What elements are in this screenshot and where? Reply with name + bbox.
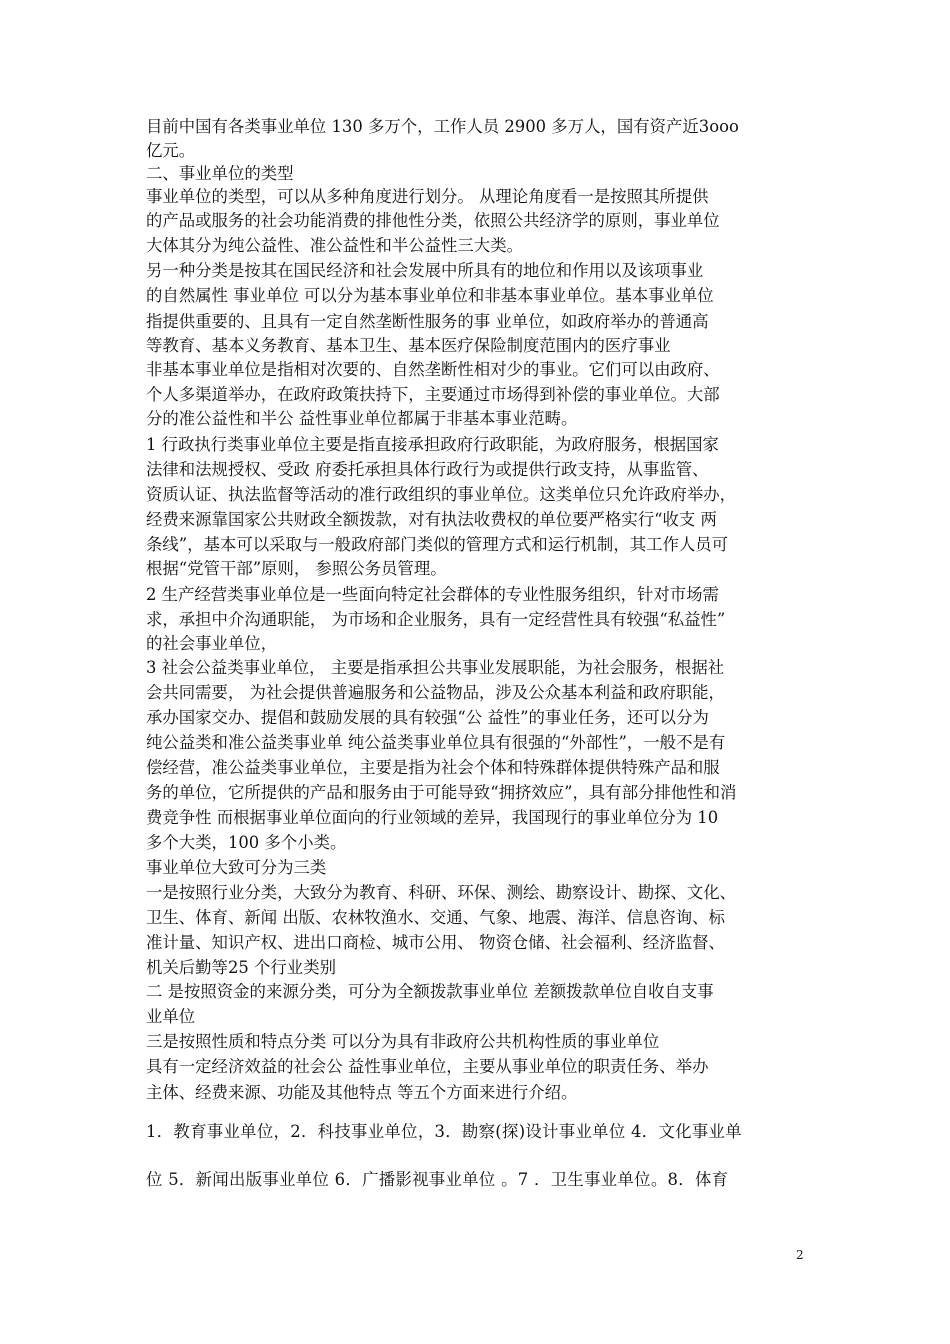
text-line: 根据“党管干部”原则， 参照公务员管理。 bbox=[146, 559, 447, 578]
text-line: 纯公益类和准公益类事业单 纯公益类事业单位具有很强的“外部性”，一般不是有 bbox=[146, 733, 726, 752]
text-line: 个人多渠道举办，在政府政策扶持下，主要通过市场得到补偿的事业单位。大部 bbox=[146, 385, 720, 404]
text-line: 三是按照性质和特点分类 可以分为具有非政府公共机构性质的事业单位 bbox=[146, 1032, 660, 1051]
text-line: 承办国家交办、提倡和鼓励发展的具有较强“公 益性”的事业任务，还可以分为 bbox=[146, 708, 709, 727]
text-line: 资质认证、执法监督等活动的准行政组织的事业单位。这类单位只允许政府举办， bbox=[146, 485, 737, 504]
text-line: 法律和法规授权、受政 府委托承担具体行政行为或提供行政支持，从事监管、 bbox=[146, 460, 709, 479]
text-line: 事业单位大致可分为三类 bbox=[146, 858, 327, 877]
text-line: 会共同需要， 为社会提供普遍服务和公益物品，涉及公众基本利益和政府职能， bbox=[146, 683, 725, 702]
text-line: 费竞争性 而根据事业单位面向的行业领域的差异，我国现行的事业单位分为 10 bbox=[146, 808, 719, 827]
text-line: 另一种分类是按其在国民经济和社会发展中所具有的地位和作用以及该项事业 bbox=[146, 261, 704, 280]
text-line: 3 社会公益类事业单位， 主要是指承担公共事业发展职能，为社会服务，根据社 bbox=[146, 658, 725, 677]
text-line: 准计量、知识产权、进出口商检、城市公用、 物资仓储、社会福利、经济监督、 bbox=[146, 933, 725, 952]
page-number: 2 bbox=[796, 1248, 804, 1262]
text-line: 1 行政执行类事业单位主要是指直接承担政府行政职能，为政府服务，根据国家 bbox=[146, 435, 719, 454]
text-line: 的自然属性 事业单位 可以分为基本事业单位和非基本事业单位。基本事业单位 bbox=[146, 286, 714, 305]
text-line: 偿经营，准公益类事业单位，主要是指为社会个体和特殊群体提供特殊产品和服 bbox=[146, 758, 720, 777]
text-line: 1．教育事业单位，2．科技事业单位，3．勘察(探)设计事业单位 4．文化事业单 bbox=[146, 1122, 742, 1141]
text-line: 求，承担中介沟通职能， 为市场和企业服务，具有一定经营性具有较强“私益性” bbox=[146, 610, 726, 629]
text-line: 的社会事业单位， bbox=[146, 634, 278, 653]
text-line: 机关后勤等25 个行业类别 bbox=[146, 958, 336, 977]
text-line: 分的准公益性和半公 益性事业单位都属于非基本事业范畴。 bbox=[146, 409, 578, 428]
text-line: 具有一定经济效益的社会公 益性事业单位，主要从事业单位的职责任务、举办 bbox=[146, 1057, 709, 1076]
text-line: 的产品或服务的社会功能消费的排他性分类，依照公共经济学的原则，事业单位 bbox=[146, 211, 720, 230]
text-line: 主体、经费来源、功能及其他特点 等五个方面来进行介绍。 bbox=[146, 1083, 578, 1102]
text-line: 等教育、基本义务教育、基本卫生、基本医疗保险制度范围内的医疗事业 bbox=[146, 336, 671, 355]
text-line: 一是按照行业分类，大致分为教育、科研、环保、测绘、勘察设计、勘探、文化、 bbox=[146, 883, 737, 902]
section-heading: 二、事业单位的类型 bbox=[146, 164, 294, 183]
text-line: 务的单位，它所提供的产品和服务由于可能导致“拥挤效应”，具有部分排他性和消 bbox=[146, 783, 737, 802]
text-line: 大体其分为纯公益性、准公益性和半公益性三大类。 bbox=[146, 236, 523, 255]
text-line: 2 生产经营类事业单位是一些面向特定社会群体的专业性服务组织，针对市场需 bbox=[146, 585, 719, 604]
text-line: 经费来源靠国家公共财政全额拨款，对有执法收费权的单位要严格实行“收支 两 bbox=[146, 510, 717, 529]
text-line: 卫生、体育、新闻 出版、农林牧渔水、交通、气象、地震、海洋、信息咨询、标 bbox=[146, 908, 725, 927]
text-line: 多个大类，100 多个小类。 bbox=[146, 833, 347, 852]
text-line: 位 5．新闻出版事业单位 6．广播影视事业单位 。7 ．卫生事业单位。8．体育 bbox=[146, 1170, 729, 1189]
text-line: 亿元。 bbox=[146, 141, 196, 160]
text-line: 非基本事业单位是指相对次要的、自然垄断性相对少的事业。它们可以由政府、 bbox=[146, 360, 720, 379]
text-line: 二 是按照资金的来源分类，可分为全额拨款事业单位 差额拨款单位自收自支事 bbox=[146, 982, 714, 1001]
text-line: 条线”，基本可以采取与一般政府部门类似的管理方式和运行机制，其工作人员可 bbox=[146, 535, 729, 554]
text-line: 事业单位的类型，可以从多种角度进行划分。 从理论角度看一是按照其所提供 bbox=[146, 187, 709, 206]
text-line: 指提供重要的、且具有一定自然垄断性服务的事 业单位，如政府举办的普通高 bbox=[146, 312, 709, 331]
text-line: 目前中国有各类事业单位 130 多万个，工作人员 2900 多万人，国有资产近3ooo bbox=[146, 117, 739, 136]
text-line: 业单位 bbox=[146, 1007, 196, 1026]
